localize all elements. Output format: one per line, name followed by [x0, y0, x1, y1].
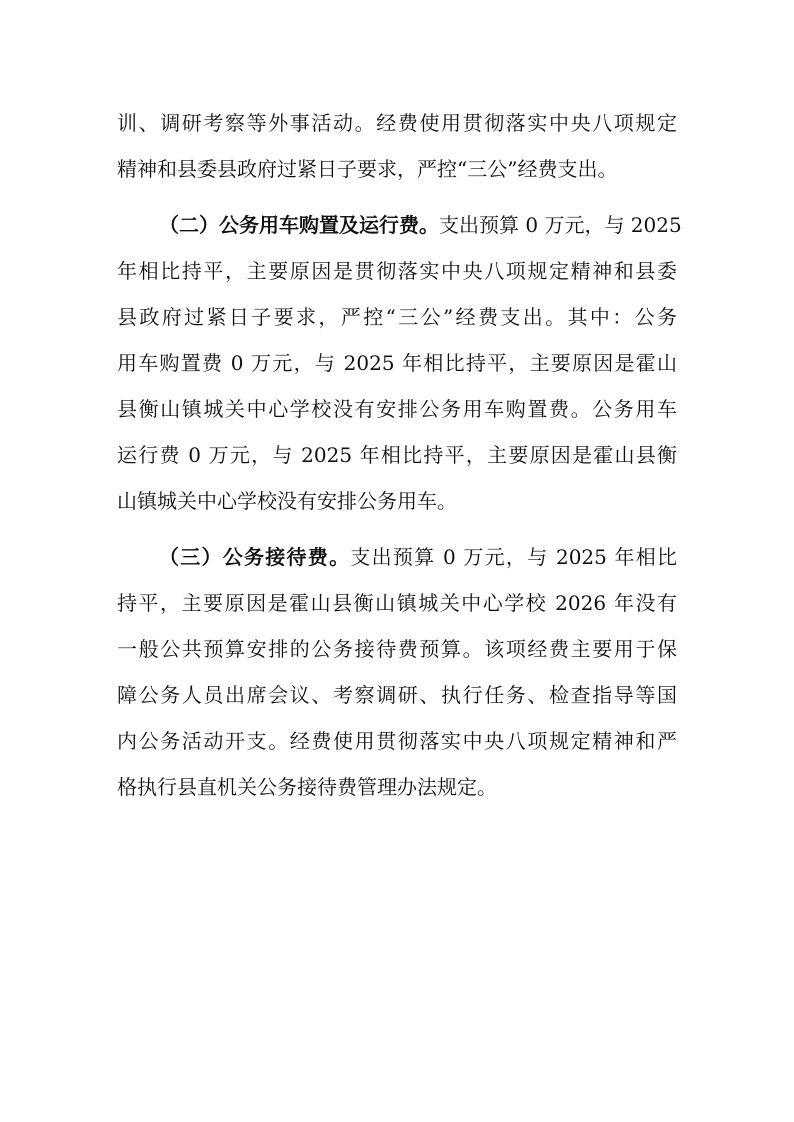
text-line — [117, 534, 677, 580]
section-heading-reception: （三）公务接待费。 — [159, 545, 351, 569]
text-line: 用车购置费 0 万元，与 2025 年相比持平，主要原因是霍山 — [117, 351, 677, 375]
text-line: 县衡山镇城关中心学校没有安排公务用车购置费。公务用车 — [117, 397, 677, 421]
paragraph-vehicle-expenses — [117, 202, 682, 524]
text-line: 精神和县委县政府过紧日子要求，严控“三公”经费支出。 — [117, 157, 618, 181]
text-line: 一般公共预算安排的公务接待费预算。该项经费主要用于保 — [117, 637, 677, 661]
text-line: 山镇城关中心学校没有安排公务用车。 — [117, 489, 457, 513]
paragraph-reception-expenses — [117, 534, 677, 810]
text-run: 支出预算 0 万元，与 2025 年相比 — [350, 545, 677, 569]
document-page — [117, 100, 682, 810]
text-line: 格执行县直机关公务接待费管理办法规定。 — [117, 775, 497, 799]
text-line: 训、调研考察等外事活动。经费使用贯彻落实中央八项规定 — [117, 111, 677, 135]
text-line: 障公务人员出席会议、考察调研、执行任务、检查指导等国 — [117, 683, 677, 707]
text-line — [117, 202, 682, 248]
text-run: 支出预算 0 万元，与 2025 — [439, 213, 682, 237]
paragraph-previous-continuation — [117, 100, 677, 192]
text-line: 运行费 0 万元，与 2025 年相比持平，主要原因是霍山县衡 — [117, 443, 677, 467]
section-heading-vehicle: （二）公务用车购置及运行费。 — [159, 213, 439, 237]
text-line: 持平，主要原因是霍山县衡山镇城关中心学校 2026 年没有 — [117, 591, 677, 615]
text-line: 县政府过紧日子要求，严控“三公”经费支出。其中：公务 — [117, 305, 677, 329]
text-line: 年相比持平，主要原因是贯彻落实中央八项规定精神和县委 — [117, 259, 677, 283]
text-line: 内公务活动开支。经费使用贯彻落实中央八项规定精神和严 — [117, 729, 677, 753]
